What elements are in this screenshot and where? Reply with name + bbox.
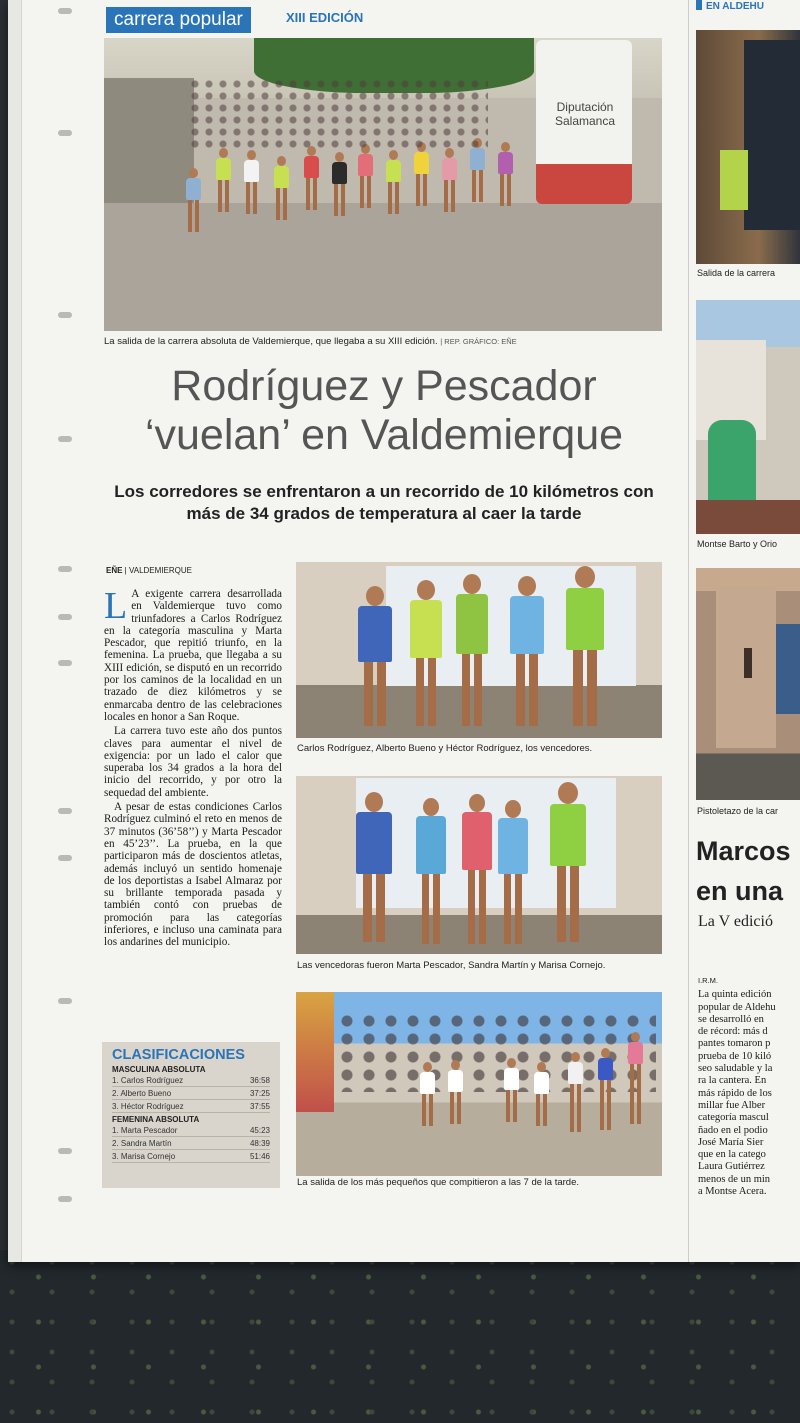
women-photo-caption: Las vencedoras fueron Marta Pescador, Sandra Martín y Marisa Cornejo. xyxy=(297,960,606,971)
runner-name: 3. Héctor Rodríguez xyxy=(112,1102,184,1111)
side-text-line: ñado en el podio xyxy=(698,1124,768,1136)
side-text-line: de récord: más d xyxy=(698,1026,768,1038)
side-deck: La V edició xyxy=(698,913,773,930)
side-photo-start xyxy=(696,30,800,264)
person-figure xyxy=(462,794,492,944)
kids-photo-caption: La salida de los más pequeños que compitieron a las 7 de la tarde. xyxy=(297,1177,580,1188)
runner-time: 45:23 xyxy=(249,1126,270,1135)
headline xyxy=(104,362,664,460)
side-text-line: millar fue Alber xyxy=(698,1099,766,1111)
side-section-label: EN ALDEHU xyxy=(696,0,764,12)
binder-hole-icon xyxy=(58,436,72,442)
child-figure xyxy=(566,1052,588,1132)
child-figure xyxy=(626,1032,650,1132)
runner-figure xyxy=(440,148,458,212)
side-article-body xyxy=(698,975,800,1198)
results-row xyxy=(112,1074,270,1087)
side-text-line: menos de un min xyxy=(698,1173,771,1185)
side-text-line: se desarrolló en xyxy=(698,1013,764,1025)
side-text-line: categoría mascul xyxy=(698,1112,769,1124)
runner-figure xyxy=(242,150,260,214)
top-photo-caption xyxy=(104,336,517,347)
runner-figure xyxy=(384,150,402,214)
runner-name: 1. Marta Pescador xyxy=(112,1126,178,1135)
binder-hole-icon xyxy=(58,808,72,814)
drop-cap: L xyxy=(104,585,128,627)
child-figure xyxy=(502,1058,520,1122)
photo-credit: | REP. GRÁFICO: EÑE xyxy=(440,337,517,346)
runner-time: 37:55 xyxy=(249,1102,270,1111)
article-paragraph-2: La carrera tuvo este año dos puntos claves para aumentar el nivel de exigencia: por un lado el calor que superaba los 34 grados a la hora del inicio del recorrido, y por otro la sequedad del ambiente. xyxy=(104,725,282,799)
article-paragraph-1: A exigente carrera desarrollada en Valdemierque tuvo como triunfadores a Carlos Rodríguez en la categoría masculina y Marta Pescador, que repitió triunfo, en la femenina. La prueba, que llegaba a su XIII edición, se disputó en un recorrido por los caminos de la localidad en un trazado de diez kilómetros y se enmarcaba dentro de las celebraciones locales en honor a San Roque. xyxy=(104,588,282,723)
binder-hole-icon xyxy=(58,566,72,572)
runner-name: 1. Carlos Rodríguez xyxy=(112,1076,184,1085)
person-figure xyxy=(456,574,488,726)
article-body xyxy=(104,585,282,951)
results-row xyxy=(112,1124,270,1137)
person-figure xyxy=(566,566,604,726)
edition-label: XIII EDICIÓN xyxy=(286,10,364,25)
binder-hole-icon xyxy=(58,130,72,136)
child-figure xyxy=(418,1062,436,1126)
child-figure xyxy=(532,1062,550,1126)
side-photo-people xyxy=(696,300,800,534)
person-figure xyxy=(498,800,528,944)
side-text-line: popular de Aldehu xyxy=(698,1001,776,1013)
results-title: CLASIFICACIONES xyxy=(112,1047,245,1063)
child-figure xyxy=(596,1048,618,1132)
byline: EÑE | VALDEMIERQUE xyxy=(106,566,192,575)
binder-hole-icon xyxy=(58,998,72,1004)
runner-time: 51:46 xyxy=(249,1152,270,1161)
section-tag: carrera popular xyxy=(106,7,251,33)
person-figure xyxy=(358,586,392,726)
runner-figure xyxy=(412,142,430,206)
binding-strip xyxy=(8,0,22,1262)
byline-author: EÑE xyxy=(106,566,123,575)
results-row xyxy=(112,1087,270,1100)
side-text-line: más rápido de los xyxy=(698,1087,772,1099)
headline-line-1: Rodríguez y Pescador xyxy=(171,362,597,410)
binder-hole-icon xyxy=(58,1196,72,1202)
headline-line-2: ‘vuelan’ en Valdemierque xyxy=(144,411,624,459)
side-photo-village xyxy=(696,568,800,800)
child-figure xyxy=(446,1060,464,1124)
side-caption-3: Pistoletazo de la car xyxy=(697,806,779,816)
sponsor-banner xyxy=(536,40,632,204)
side-headline-line-1: Marcos xyxy=(696,836,791,866)
men-winners-photo xyxy=(296,562,662,738)
person-figure xyxy=(410,580,442,726)
side-text-line: que en la catego xyxy=(698,1149,766,1161)
runner-figure xyxy=(496,142,514,206)
binder-hole-icon xyxy=(58,8,72,14)
women-winners-photo xyxy=(296,776,662,954)
side-caption-1: Salida de la carrera xyxy=(697,268,776,278)
results-row xyxy=(112,1150,270,1163)
person-figure xyxy=(510,576,544,726)
runner-time: 36:58 xyxy=(249,1076,270,1085)
results-men-title: MASCULINA ABSOLUTA xyxy=(112,1065,206,1074)
men-photo-caption: Carlos Rodríguez, Alberto Bueno y Héctor Rodríguez, los vencedores. xyxy=(297,743,593,754)
results-row xyxy=(112,1100,270,1113)
side-headline-line-2: en una xyxy=(696,876,784,906)
sponsor-banner-text: Diputación Salamanca xyxy=(554,100,616,128)
person-figure xyxy=(416,798,446,944)
top-photo-caption-text: La salida de la carrera absoluta de Valdemierque, que llegaba a su XIII edición. xyxy=(104,336,438,347)
binder-hole-icon xyxy=(58,855,72,861)
runner-figure xyxy=(356,144,374,208)
subheadline: Los corredores se enfrentaron a un recorrido de 10 kilómetros con más de 34 grados de temperatura al caer la tarde xyxy=(114,482,654,523)
binder-hole-icon xyxy=(58,660,72,666)
article-paragraph-3: A pesar de estas condiciones Carlos Rodríguez culminó el reto en menos de 37 minutos (36’58’’) y Marta Pescador en 45’23’’. La prueba, en la que participaron más de doscientos atletas, además incluyó un sentido homenaje de los deportistas a Isabel Almaraz por su brillante temporada pasada y también contó con pruebas de promoción para las categorías inferiores, e incluso una caminata para los andarines del municipio. xyxy=(104,801,282,949)
side-byline: I.R.M. xyxy=(698,976,718,985)
byline-place: VALDEMIERQUE xyxy=(128,566,192,575)
runner-name: 2. Sandra Martín xyxy=(112,1139,172,1148)
runner-figure xyxy=(330,152,348,216)
binder-hole-icon xyxy=(58,1148,72,1154)
runner-figure xyxy=(184,168,202,232)
runner-name: 2. Alberto Bueno xyxy=(112,1089,172,1098)
results-women-title: FEMENINA ABSOLUTA xyxy=(112,1115,200,1124)
person-figure xyxy=(550,782,586,942)
runner-name: 3. Marisa Cornejo xyxy=(112,1152,176,1161)
side-text-line: seo saludable y la xyxy=(698,1063,773,1075)
runner-figure xyxy=(272,156,290,220)
table-surface xyxy=(0,1250,800,1423)
runner-figure xyxy=(302,146,320,210)
side-text-line: ra la cantera. En xyxy=(698,1075,767,1087)
side-text-line: La quinta edición xyxy=(698,989,772,1001)
kids-race-photo xyxy=(296,992,662,1176)
side-text-line: a Montse Acera. xyxy=(698,1186,767,1198)
side-text-line: prueba de 10 kiló xyxy=(698,1050,772,1062)
runner-figure xyxy=(214,148,232,212)
binder-hole-icon xyxy=(58,312,72,318)
person-figure xyxy=(356,792,392,942)
race-start-photo xyxy=(104,38,662,331)
side-text-line: José María Sier xyxy=(698,1136,764,1148)
side-caption-2: Montse Barto y Orio xyxy=(697,539,778,549)
side-text-line: pantes tomaron p xyxy=(698,1038,771,1050)
results-row xyxy=(112,1137,270,1150)
runner-time: 48:39 xyxy=(249,1139,270,1148)
binder-hole-icon xyxy=(58,614,72,620)
side-text-line: Laura Gutiérrez xyxy=(698,1161,765,1173)
runner-time: 37:25 xyxy=(249,1089,270,1098)
results-box xyxy=(102,1042,280,1188)
